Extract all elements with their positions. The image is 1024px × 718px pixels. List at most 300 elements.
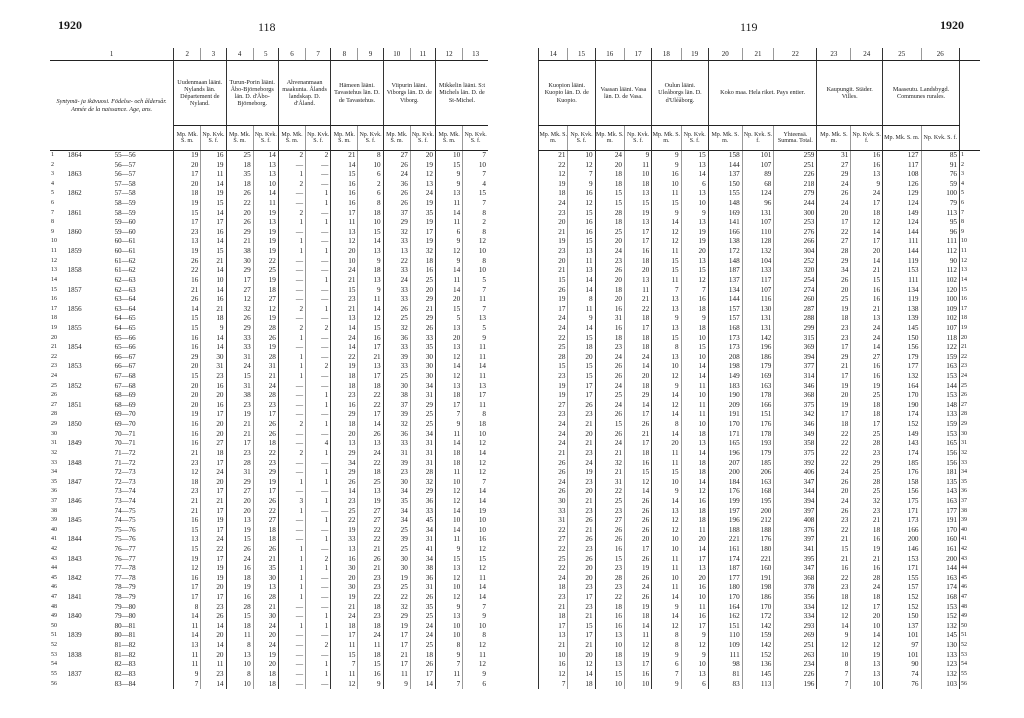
data-cell: 126 xyxy=(883,180,921,190)
data-cell: 218 xyxy=(774,180,817,190)
data-cell: 21 xyxy=(568,641,595,651)
data-cell: 38 xyxy=(383,391,410,401)
data-cell: 6 xyxy=(463,680,488,690)
data-cell: 17 xyxy=(436,401,463,411)
data-cell: 109 xyxy=(708,641,742,651)
data-cell: 18 xyxy=(681,430,708,440)
age-range: 60—61 xyxy=(107,247,174,257)
region-title: Ahvenanmaan maakunta. Ålands landskap. D. d'Åland. xyxy=(278,61,330,126)
data-cell: 18 xyxy=(331,420,358,430)
data-cell: 10 xyxy=(358,218,383,228)
data-cell: 25 xyxy=(595,497,624,507)
data-cell: 25 xyxy=(410,276,435,286)
data-cell: 13 xyxy=(625,189,652,199)
data-cell: 15 xyxy=(652,257,681,267)
table-row xyxy=(539,257,981,267)
data-cell: 13 xyxy=(253,218,278,228)
data-cell: 14 xyxy=(201,209,226,219)
data-cell: 13 xyxy=(681,257,708,267)
data-cell: 111 xyxy=(708,651,742,661)
row-index: 53 xyxy=(960,651,981,661)
data-cell: 9 xyxy=(358,680,383,690)
data-cell: 24 xyxy=(625,583,652,593)
data-cell: 19 xyxy=(463,507,488,517)
data-cell: 9 xyxy=(851,180,883,190)
table-row xyxy=(50,161,488,171)
data-cell: 151 xyxy=(708,622,742,632)
row-index: 24 xyxy=(960,372,981,382)
data-cell: 39 xyxy=(383,459,410,469)
age-range: 72—73 xyxy=(107,478,174,488)
row-index: 54 xyxy=(51,661,57,668)
data-cell: 17 xyxy=(331,209,358,219)
data-cell: 26 xyxy=(595,410,624,420)
row-index: 9 xyxy=(51,228,54,235)
data-cell: 30 xyxy=(410,362,435,372)
table-row xyxy=(539,247,981,257)
data-cell: 10 xyxy=(436,622,463,632)
data-cell: 9 xyxy=(652,151,681,161)
age-range: 71—72 xyxy=(107,459,174,469)
unit-male: Mp. Mk. S. m. xyxy=(436,126,463,151)
age-range: 64—65 xyxy=(107,314,174,324)
data-cell: 16 xyxy=(539,660,568,670)
data-cell: 10 xyxy=(652,180,681,190)
data-cell: 24 xyxy=(595,353,624,363)
data-cell: 133 xyxy=(742,266,774,276)
data-cell: 8 xyxy=(174,603,201,613)
data-cell: 21 xyxy=(226,430,253,440)
data-cell: 12 xyxy=(463,660,488,670)
data-cell: — xyxy=(278,535,305,545)
data-cell: 36 xyxy=(383,430,410,440)
data-cell: — xyxy=(278,276,305,286)
data-cell: 10 xyxy=(436,516,463,526)
data-cell: 12 xyxy=(681,276,708,286)
row-index: 7 xyxy=(51,209,54,216)
data-cell: 141 xyxy=(708,218,742,228)
data-cell: 14 xyxy=(851,343,883,353)
data-cell: 24 xyxy=(358,449,383,459)
unit-female: Np. Kvk. S. f. xyxy=(306,126,331,151)
data-cell: 101 xyxy=(742,151,774,161)
data-cell: 12 xyxy=(463,439,488,449)
age-range: 71—72 xyxy=(107,449,174,459)
data-cell: 14 xyxy=(174,305,201,315)
data-cell: 32 xyxy=(410,478,435,488)
data-cell: 12 xyxy=(410,170,435,180)
table-row xyxy=(539,622,981,632)
data-cell: 7 xyxy=(817,680,851,690)
data-cell: 18 xyxy=(595,286,624,296)
data-cell: 23 xyxy=(226,449,253,459)
data-cell: 163 xyxy=(742,478,774,488)
birth-year xyxy=(65,276,107,286)
data-cell: 21 xyxy=(539,228,568,238)
data-cell: 23 xyxy=(358,612,383,622)
data-cell: 19 xyxy=(625,603,652,613)
data-cell: 14 xyxy=(625,362,652,372)
data-cell: 16 xyxy=(681,295,708,305)
data-cell: 193 xyxy=(742,439,774,449)
age-range: 70—71 xyxy=(107,439,174,449)
data-cell: 1 xyxy=(306,401,331,411)
data-cell: 266 xyxy=(774,237,817,247)
birth-year xyxy=(65,487,107,497)
birth-year: 1840 xyxy=(67,612,82,621)
table-row xyxy=(539,439,981,449)
data-cell: 12 xyxy=(463,564,488,574)
data-cell: 392 xyxy=(774,459,817,469)
data-cell: 11 xyxy=(652,247,681,257)
data-cell: 132 xyxy=(921,622,959,632)
data-cell: 107 xyxy=(742,161,774,171)
data-cell: 26 xyxy=(595,430,624,440)
data-cell: 20 xyxy=(681,574,708,584)
data-cell: 153 xyxy=(883,555,921,565)
data-cell: 13 xyxy=(358,362,383,372)
region-title: Hämeen lääni. Tavastehus län. D. de Tavastehus. xyxy=(331,61,383,126)
data-cell: 6 xyxy=(436,228,463,238)
data-cell: 31 xyxy=(595,314,624,324)
data-cell: 11 xyxy=(174,651,201,661)
birth-year: 1864 xyxy=(67,151,82,159)
row-index: 35 xyxy=(960,478,981,488)
data-cell: 31 xyxy=(383,449,410,459)
data-cell: 20 xyxy=(625,535,652,545)
data-cell: 187 xyxy=(708,266,742,276)
data-cell: 9 xyxy=(436,420,463,430)
col-number: 14 xyxy=(539,48,568,61)
data-cell: 22 xyxy=(817,228,851,238)
data-cell: 24 xyxy=(539,314,568,324)
table-row xyxy=(50,266,488,276)
table-row xyxy=(539,555,981,565)
col-number: 8 xyxy=(331,48,358,61)
data-cell: 22 xyxy=(539,161,568,171)
row-index: 32 xyxy=(960,449,981,459)
data-cell: 16 xyxy=(358,670,383,680)
age-range: 62—63 xyxy=(107,276,174,286)
birth-year xyxy=(65,237,107,247)
right-unit-row xyxy=(539,126,981,151)
data-cell: 269 xyxy=(774,631,817,641)
data-cell: 14 xyxy=(568,286,595,296)
data-cell: 151 xyxy=(742,410,774,420)
table-row xyxy=(50,410,488,420)
data-cell: 19 xyxy=(383,574,410,584)
data-cell: — xyxy=(278,487,305,497)
data-cell: 21 xyxy=(817,362,851,372)
age-range: 68—69 xyxy=(107,391,174,401)
data-cell: — xyxy=(306,228,331,238)
data-cell: 18 xyxy=(226,574,253,584)
data-cell: 118 xyxy=(921,334,959,344)
data-cell: 21 xyxy=(851,516,883,526)
data-cell: 10 xyxy=(851,680,883,690)
data-cell: 20 xyxy=(595,295,624,305)
data-cell: 25 xyxy=(410,410,435,420)
data-cell: — xyxy=(278,631,305,641)
table-row xyxy=(539,266,981,276)
data-cell: 16 xyxy=(174,343,201,353)
data-cell: 17 xyxy=(410,670,435,680)
table-row xyxy=(50,583,488,593)
table-row xyxy=(539,170,981,180)
data-cell: — xyxy=(306,180,331,190)
data-cell: 24 xyxy=(817,199,851,209)
data-cell: 2 xyxy=(278,420,305,430)
data-cell: 135 xyxy=(921,478,959,488)
data-cell: 149 xyxy=(883,430,921,440)
row-index: 22 xyxy=(51,353,57,360)
data-cell: 173 xyxy=(883,516,921,526)
data-cell: 18 xyxy=(358,382,383,392)
table-row xyxy=(50,603,488,613)
data-cell: 22 xyxy=(539,545,568,555)
data-cell: 16 xyxy=(331,189,358,199)
row-index: 35 xyxy=(51,478,57,485)
data-cell: 20 xyxy=(174,180,201,190)
data-cell: 174 xyxy=(921,583,959,593)
data-cell: 11 xyxy=(253,199,278,209)
data-cell: 14 xyxy=(568,324,595,334)
data-cell: 14 xyxy=(817,622,851,632)
data-cell: 20 xyxy=(817,487,851,497)
data-cell: 25 xyxy=(851,391,883,401)
data-cell: — xyxy=(306,353,331,363)
data-cell: 20 xyxy=(568,430,595,440)
data-cell: 19 xyxy=(851,382,883,392)
data-cell: 17 xyxy=(539,622,568,632)
data-cell: 16 xyxy=(331,180,358,190)
data-cell: 152 xyxy=(921,612,959,622)
data-cell: 41 xyxy=(410,545,435,555)
data-cell: 12 xyxy=(817,612,851,622)
data-cell: 7 xyxy=(539,680,568,690)
data-cell: 26 xyxy=(817,478,851,488)
data-cell: 7 xyxy=(652,670,681,680)
data-cell: 14 xyxy=(358,305,383,315)
data-cell: 18 xyxy=(410,257,435,267)
data-cell: 1 xyxy=(306,276,331,286)
table-row xyxy=(539,372,981,382)
age-range: 67—68 xyxy=(107,382,174,392)
data-cell: 23 xyxy=(331,497,358,507)
table-row xyxy=(539,660,981,670)
data-cell: 17 xyxy=(358,343,383,353)
data-cell: — xyxy=(306,574,331,584)
data-cell: 38 xyxy=(226,391,253,401)
row-index: 39 xyxy=(51,517,57,524)
data-cell: 13 xyxy=(681,564,708,574)
data-cell: 16 xyxy=(595,305,624,315)
data-cell: 20 xyxy=(201,583,226,593)
data-cell: 79 xyxy=(921,199,959,209)
data-cell: 26 xyxy=(539,459,568,469)
data-cell: 22 xyxy=(358,401,383,411)
data-cell: 26 xyxy=(625,555,652,565)
data-cell: 16 xyxy=(174,430,201,440)
data-cell: 26 xyxy=(625,593,652,603)
data-cell: 34 xyxy=(410,430,435,440)
data-cell: 9 xyxy=(436,603,463,613)
data-cell: 10 xyxy=(652,362,681,372)
row-index: 28 xyxy=(51,411,57,418)
data-cell: 14 xyxy=(463,449,488,459)
right-column-title-row xyxy=(539,61,981,126)
data-cell: 5 xyxy=(436,314,463,324)
data-cell: 166 xyxy=(708,228,742,238)
data-cell: 159 xyxy=(921,353,959,363)
data-cell: 14 xyxy=(652,430,681,440)
row-index: 28 xyxy=(960,410,981,420)
data-cell: 24 xyxy=(253,622,278,632)
unit-label: Mp. Mk. S. m. xyxy=(652,126,681,151)
age-range: 59—60 xyxy=(107,228,174,238)
birth-year: 1839 xyxy=(67,631,82,640)
data-cell: 11 xyxy=(331,218,358,228)
data-cell: 11 xyxy=(201,660,226,670)
data-cell: 17 xyxy=(201,487,226,497)
data-cell: — xyxy=(306,410,331,420)
data-cell: 22 xyxy=(226,199,253,209)
age-range: 55—56 xyxy=(107,151,174,161)
data-cell: 175 xyxy=(883,497,921,507)
data-cell: 14 xyxy=(201,286,226,296)
data-cell: 10 xyxy=(652,535,681,545)
data-cell: 26 xyxy=(383,189,410,199)
data-cell: 7 xyxy=(652,286,681,296)
birth-year: 1861 xyxy=(67,208,82,217)
data-cell: 15 xyxy=(568,622,595,632)
data-cell: 19 xyxy=(331,362,358,372)
data-cell: 9 xyxy=(436,180,463,190)
data-cell: 24 xyxy=(253,641,278,651)
data-cell: 184 xyxy=(708,478,742,488)
data-cell: 19 xyxy=(539,180,568,190)
table-row xyxy=(50,286,488,296)
data-cell: 12 xyxy=(625,478,652,488)
data-cell: 12 xyxy=(681,641,708,651)
data-cell: 13 xyxy=(625,218,652,228)
data-cell: 14 xyxy=(358,237,383,247)
data-cell: 22 xyxy=(625,305,652,315)
data-cell: 29 xyxy=(331,410,358,420)
data-cell: 8 xyxy=(358,151,383,161)
data-cell: — xyxy=(306,603,331,613)
data-cell: 21 xyxy=(358,545,383,555)
data-cell: 102 xyxy=(921,314,959,324)
data-cell: 144 xyxy=(883,247,921,257)
data-cell: 9 xyxy=(652,651,681,661)
data-cell: 85 xyxy=(921,151,959,161)
row-index: 37 xyxy=(51,497,57,504)
left-data-table xyxy=(50,48,488,689)
data-cell: 315 xyxy=(774,334,817,344)
col-number: 16 xyxy=(595,48,624,61)
col-number: 20 xyxy=(708,48,742,61)
data-cell: 21 xyxy=(253,603,278,613)
region-title: Turun-Porin lääni. Åbo-Björneborgs län. D. d'Åbo-Björneborg. xyxy=(226,61,278,126)
data-cell: 19 xyxy=(226,583,253,593)
data-cell: 138 xyxy=(708,237,742,247)
data-cell: 24 xyxy=(331,266,358,276)
data-cell: 168 xyxy=(708,324,742,334)
data-cell: 18 xyxy=(331,622,358,632)
row-index: 37 xyxy=(960,497,981,507)
data-cell: 22 xyxy=(817,449,851,459)
data-cell: — xyxy=(278,343,305,353)
data-cell: 20 xyxy=(201,631,226,641)
data-cell: 158 xyxy=(883,478,921,488)
row-index: 5 xyxy=(960,189,981,199)
data-cell: 162 xyxy=(708,612,742,622)
data-cell: — xyxy=(278,660,305,670)
birth-year xyxy=(65,295,107,305)
data-cell: 15 xyxy=(625,199,652,209)
data-cell: 131 xyxy=(742,209,774,219)
data-cell: 11 xyxy=(652,564,681,574)
data-cell: 14 xyxy=(568,670,595,680)
data-cell: 1 xyxy=(278,555,305,565)
table-row xyxy=(539,516,981,526)
data-cell: — xyxy=(306,526,331,536)
unit-label: Mp. Mk. S. m. xyxy=(817,126,851,151)
data-cell: 6 xyxy=(358,189,383,199)
data-cell: 14 xyxy=(436,209,463,219)
age-range: 59—60 xyxy=(107,218,174,228)
data-cell: 9 xyxy=(681,209,708,219)
data-cell: 11 xyxy=(436,199,463,209)
data-cell: 107 xyxy=(742,218,774,228)
data-cell: 109 xyxy=(921,305,959,315)
row-index: 41 xyxy=(960,535,981,545)
row-index: 52 xyxy=(51,642,57,649)
data-cell: 14 xyxy=(436,266,463,276)
data-cell: 16 xyxy=(595,324,624,334)
data-cell: 14 xyxy=(201,334,226,344)
data-cell: 18 xyxy=(817,420,851,430)
data-cell: 22 xyxy=(358,391,383,401)
data-cell: 25 xyxy=(410,420,435,430)
data-cell: 1 xyxy=(278,574,305,584)
data-cell: 190 xyxy=(708,391,742,401)
data-cell: 104 xyxy=(742,257,774,267)
data-cell: 12 xyxy=(174,468,201,478)
data-cell: 30 xyxy=(383,478,410,488)
birth-year xyxy=(65,564,107,574)
birth-year: 1844 xyxy=(67,535,82,544)
row-index: 49 xyxy=(960,612,981,622)
data-cell: 14 xyxy=(201,680,226,690)
data-cell: 26 xyxy=(226,545,253,555)
data-cell: 137 xyxy=(708,276,742,286)
data-cell: — xyxy=(306,237,331,247)
data-cell: 18 xyxy=(681,507,708,517)
col-number: 23 xyxy=(817,48,851,61)
data-cell: 8 xyxy=(436,641,463,651)
data-cell: 110 xyxy=(708,631,742,641)
data-cell: 9 xyxy=(652,161,681,171)
data-cell: 16 xyxy=(681,497,708,507)
row-index: 47 xyxy=(960,593,981,603)
data-cell: 29 xyxy=(625,391,652,401)
data-cell: 15 xyxy=(226,372,253,382)
data-cell: 25 xyxy=(383,545,410,555)
table-row xyxy=(539,459,981,469)
data-cell: 11 xyxy=(383,670,410,680)
